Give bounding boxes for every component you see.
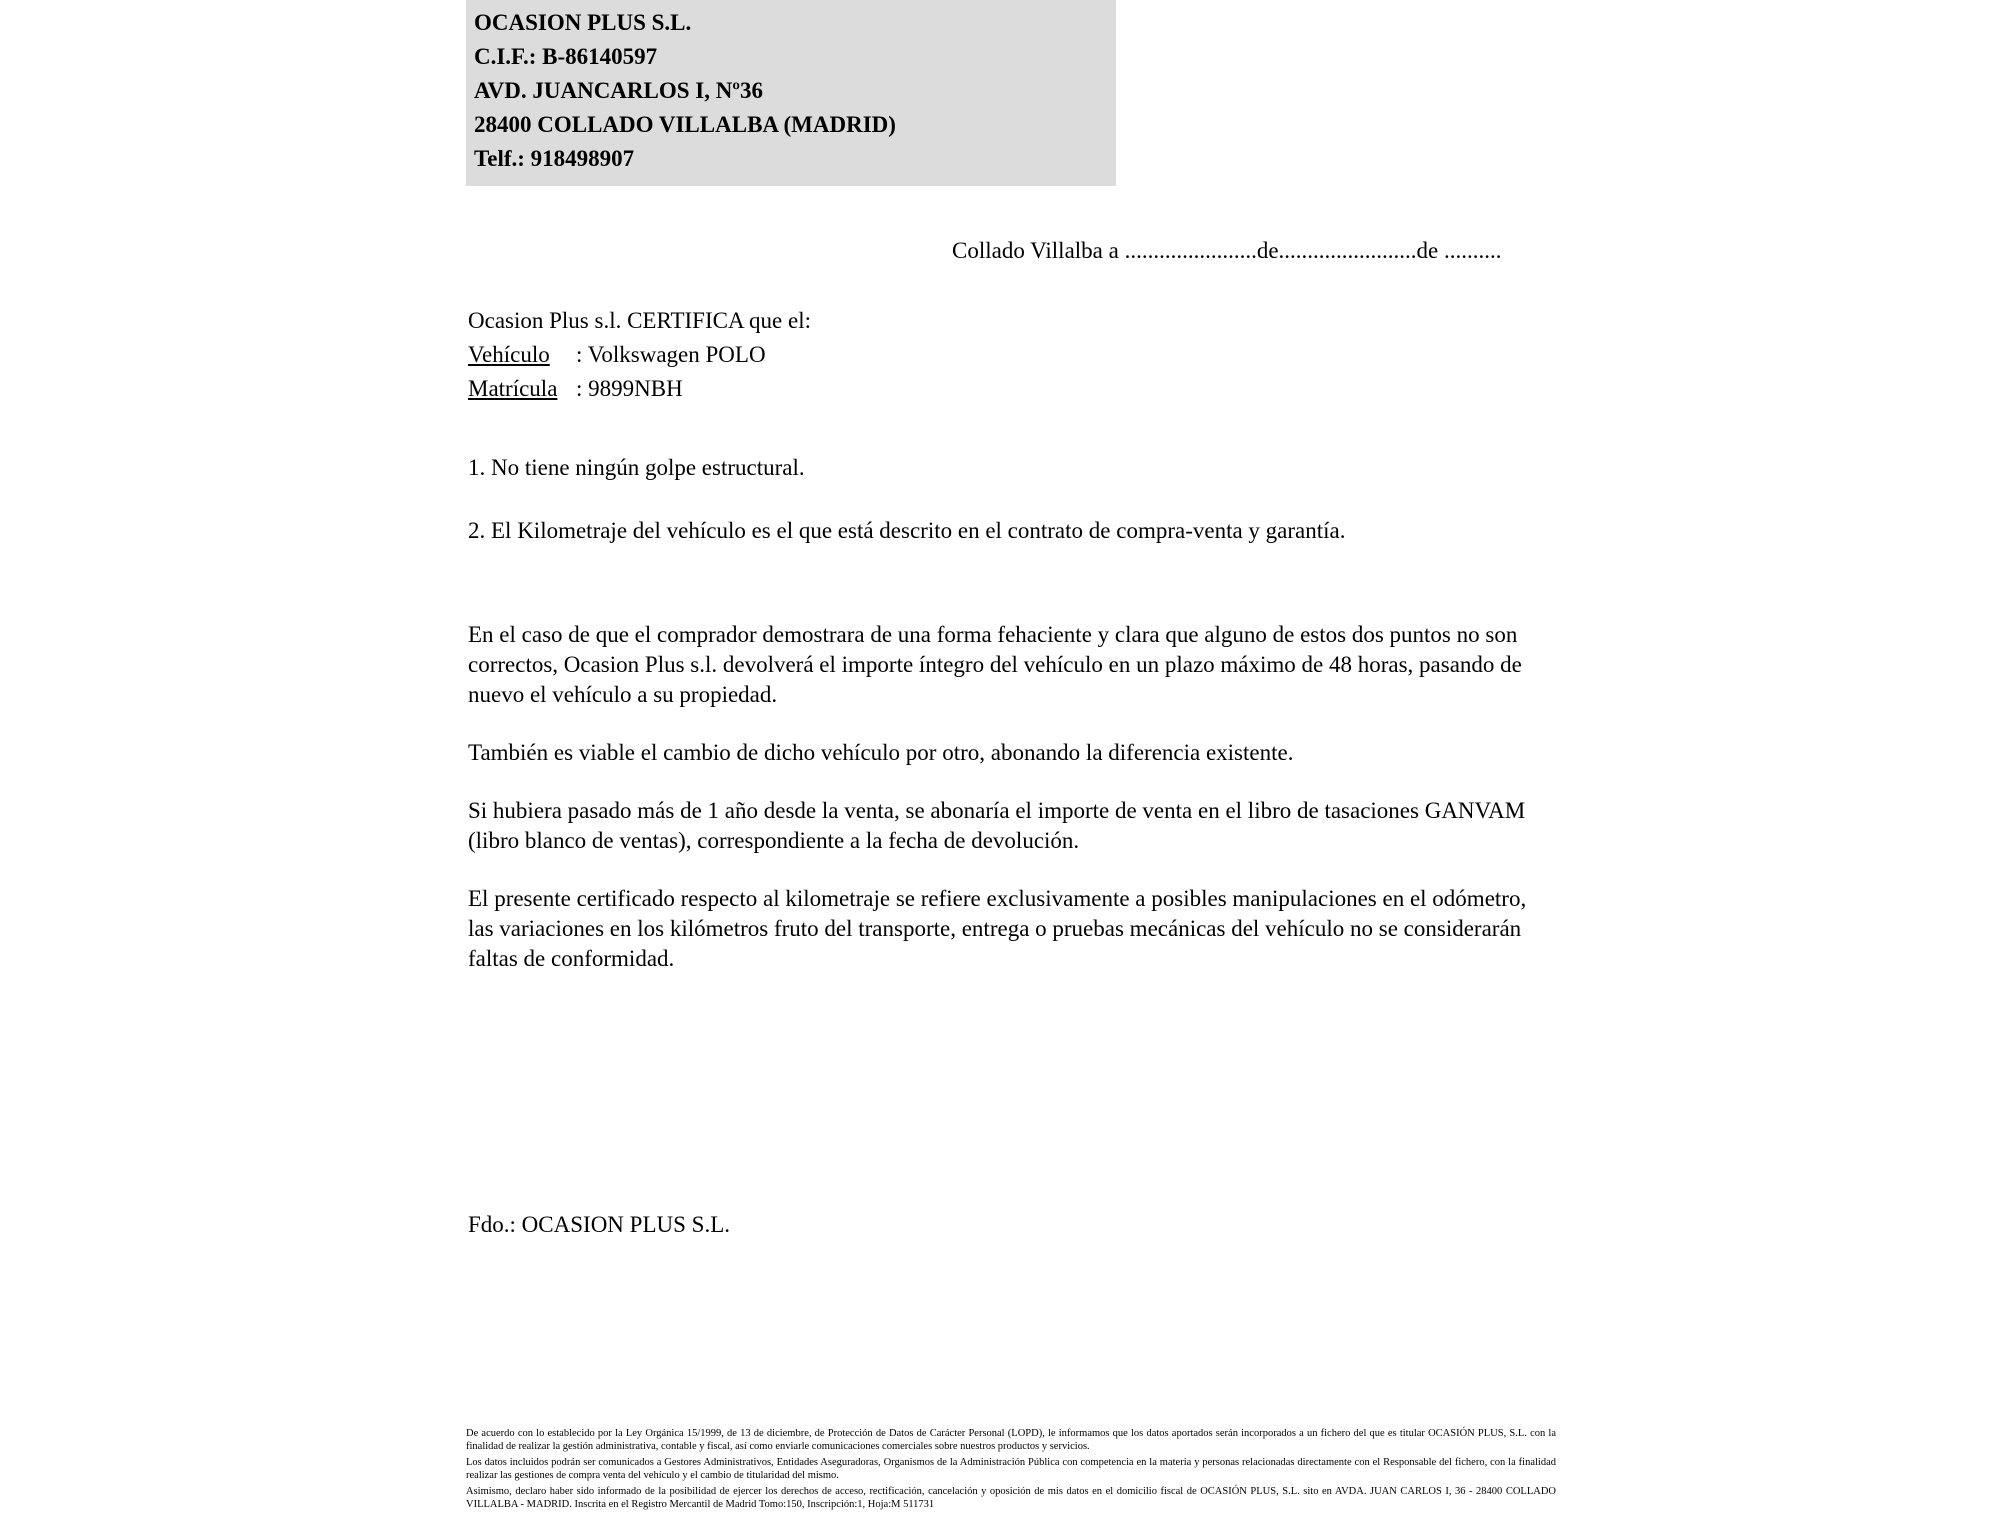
plate-label: Matrícula bbox=[468, 376, 558, 401]
certified-point-1: 1. No tiene ningún golpe estructural. bbox=[468, 455, 805, 480]
company-name: OCASION PLUS S.L. bbox=[474, 10, 692, 35]
company-letterhead bbox=[466, 0, 1116, 186]
certification-block bbox=[468, 304, 811, 406]
certification-intro: Ocasion Plus s.l. CERTIFICA que el: bbox=[468, 308, 811, 333]
vehicle-label: Vehículo bbox=[468, 342, 550, 367]
plate-value: : 9899NBH bbox=[576, 376, 683, 401]
body-paragraph-odometer: El presente certificado respecto al kilometraje se refiere exclusivamente a posibles manipulaciones en el odómetro, las variaciones en los kilómetros fruto del transporte, entrega o pruebas mecánicas del vehículo no se considerarán faltas de conformidad. bbox=[468, 886, 1527, 971]
place-and-date-line: Collado Villalba a .......................de........................de .......... bbox=[952, 238, 1502, 263]
body-paragraph-ganvam: Si hubiera pasado más de 1 año desde la venta, se abonaría el importe de venta en el libro de tasaciones GANVAM (libro blanco de ventas), correspondiente a la fecha de devolución. bbox=[468, 798, 1526, 853]
vehicle-value: : Volkswagen POLO bbox=[576, 342, 766, 367]
body-paragraph-exchange: También es viable el cambio de dicho vehículo por otro, abonando la diferencia existente. bbox=[468, 740, 1294, 765]
company-city: 28400 COLLADO VILLALBA (MADRID) bbox=[474, 112, 896, 137]
company-street: AVD. JUANCARLOS I, Nº36 bbox=[474, 78, 763, 103]
certified-points-list bbox=[468, 455, 1345, 581]
legal-notice bbox=[466, 1428, 1556, 1516]
plate-row bbox=[468, 372, 811, 406]
body-paragraph-refund: En el caso de que el comprador demostrara de una forma fehaciente y clara que alguno de estos dos puntos no son correctos, Ocasion Plus s.l. devolverá el importe íntegro del vehículo en un plazo máximo de 48 horas, pasando de nuevo el vehículo a su propiedad. bbox=[468, 622, 1522, 707]
signature-line: Fdo.: OCASION PLUS S.L. bbox=[468, 1212, 730, 1237]
legal-notice-paragraph-2: Los datos incluidos podrán ser comunicados a Gestores Administrativos, Entidades Aseguradoras, Organismos de la Administración Pública con competencia en la materia y personas relacionadas directamente con el Responsable del fichero, con la finalidad realizar las gestiones de compra venta del vehículo y el cambio de titularidad del mismo. bbox=[466, 1457, 1556, 1481]
document-body bbox=[468, 620, 1538, 1002]
legal-notice-paragraph-3: Asimismo, declaro haber sido informado de la posibilidad de ejercer los derechos de acceso, rectificación, cancelación y oposición de mis datos en el domicilio fiscal de OCASIÓN PLUS, S.L. sito en AVDA. JUAN CARLOS I, 36 - 28400 COLLADO VILLALBA - MADRID. Inscrita en el Registro Mercantil de Madrid Tomo:150, Inscripción:1, Hoja:M 511731 bbox=[466, 1486, 1556, 1510]
company-phone: Telf.: 918498907 bbox=[474, 146, 635, 171]
company-cif: C.I.F.: B-86140597 bbox=[474, 44, 658, 69]
certified-point-2: 2. El Kilometraje del vehículo es el que está descrito en el contrato de compra-venta y garantía. bbox=[468, 518, 1346, 543]
vehicle-row bbox=[468, 338, 811, 372]
legal-notice-paragraph-1: De acuerdo con lo establecido por la Ley Orgánica 15/1999, de 13 de diciembre, de Protección de Datos de Carácter Personal (LOPD), le informamos que los datos aportados serán incorporados a un fichero del que es titular OCASIÓN PLUS, S.L. con la finalidad de realizar la gestión administrativa, contable y fiscal, así como enviarle comunicaciones comerciales sobre nuestros productos y servicios. bbox=[466, 1428, 1556, 1452]
